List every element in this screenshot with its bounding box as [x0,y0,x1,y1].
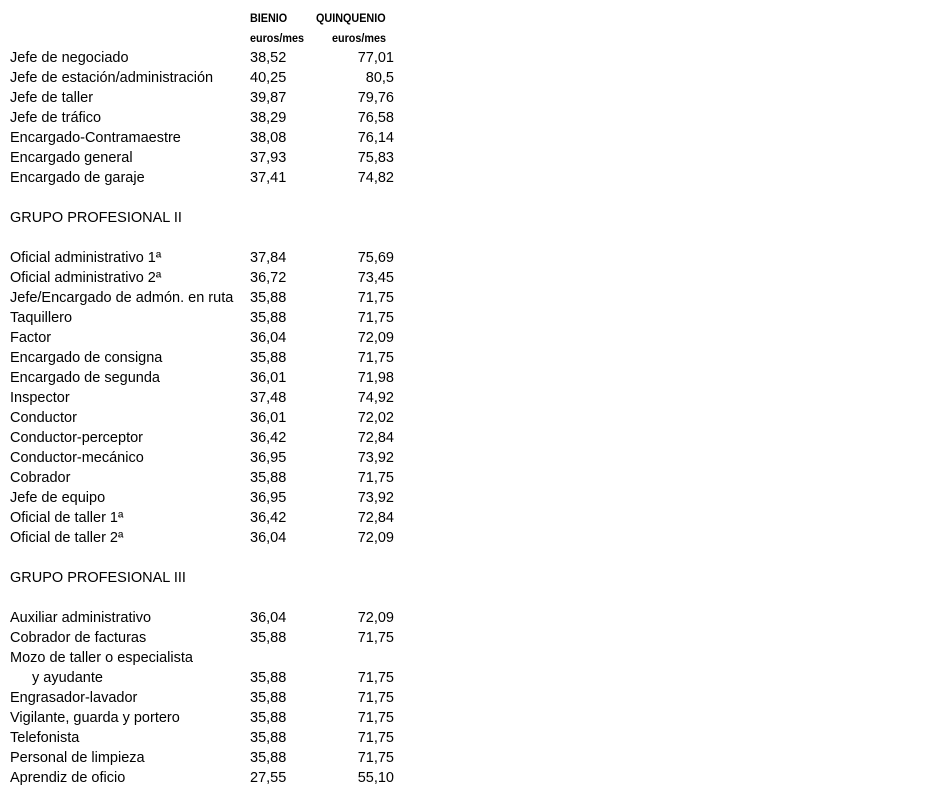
table-row [0,488,420,508]
row-label: Cobrador [10,470,71,486]
row-label: Conductor-mecánico [10,450,144,466]
quinquenio-value: 71,75 [357,690,394,706]
bienio-value: 37,84 [250,250,287,266]
table-row [0,148,420,168]
header-quinquenio: QUINQUENIO [316,11,386,25]
table-row [0,768,420,788]
row-label: Telefonista [10,730,80,746]
table-row [0,528,420,548]
bienio-value: 35,88 [250,630,287,646]
quinquenio-value: 71,75 [357,350,394,366]
row-label: Jefe/Encargado de admón. en ruta [10,290,234,306]
bienio-value: 36,95 [250,450,287,466]
bienio-value: 35,88 [250,350,287,366]
quinquenio-value: 72,09 [357,610,394,626]
row-label: Jefe de estación/administración [10,70,214,86]
quinquenio-value: 75,83 [357,150,394,166]
row-label: GRUPO PROFESIONAL III [10,570,186,586]
row-label: Taquillero [10,310,73,326]
table-row [0,708,420,728]
bienio-value: 36,01 [250,370,287,386]
row-label: Conductor [10,410,77,426]
bienio-value: 38,08 [250,130,287,146]
quinquenio-value: 71,98 [357,370,394,386]
bienio-value: 36,04 [250,530,287,546]
bienio-value: 27,55 [250,770,287,786]
header-quinquenio-unit: euros/mes [332,31,387,45]
table-row [0,408,420,428]
header-bienio-unit: euros/mes [250,31,305,45]
bienio-value: 35,88 [250,290,287,306]
row-label: Vigilante, guarda y portero [10,710,180,726]
row-label: Oficial administrativo 2ª [10,270,162,286]
quinquenio-value: 71,75 [357,290,394,306]
row-label: Jefe de negociado [10,50,129,66]
row-label: Oficial administrativo 1ª [10,250,162,266]
bienio-value: 36,95 [250,490,287,506]
row-label: Encargado de consigna [10,350,163,366]
table-row [0,428,420,448]
quinquenio-value: 72,02 [357,410,394,426]
quinquenio-value: 71,75 [357,630,394,646]
bienio-value: 35,88 [250,710,287,726]
table-row [0,288,420,308]
bienio-value: 35,88 [250,750,287,766]
table-row [0,648,420,668]
bienio-value: 40,25 [250,70,287,86]
table-row [0,608,420,628]
table-row [0,188,420,208]
row-label: Factor [10,330,52,346]
quinquenio-value: 71,75 [357,730,394,746]
bienio-value: 36,42 [250,510,287,526]
quinquenio-value: 72,09 [357,330,394,346]
quinquenio-value: 80,5 [365,70,394,86]
row-label: Encargado-Contramaestre [10,130,181,146]
bienio-value: 38,29 [250,110,287,126]
row-label: Mozo de taller o especialista [10,650,193,666]
quinquenio-value: 72,09 [357,530,394,546]
table-row [0,128,420,148]
bienio-value: 38,52 [250,50,287,66]
row-label: y ayudante [32,670,103,686]
table-row [0,108,420,128]
table-row [0,348,420,368]
row-label: Auxiliar administrativo [10,610,152,626]
bienio-value: 36,04 [250,610,287,626]
table-row [0,248,420,268]
header-bienio: BIENIO [250,11,288,25]
row-label: Cobrador de facturas [10,630,147,646]
bienio-value: 35,88 [250,470,287,486]
table-row [0,388,420,408]
quinquenio-value: 77,01 [357,50,394,66]
row-label: Jefe de tráfico [10,110,102,126]
quinquenio-value: 75,69 [357,250,394,266]
quinquenio-value: 76,14 [357,130,394,146]
quinquenio-value: 73,92 [357,450,394,466]
bienio-value: 35,88 [250,670,287,686]
quinquenio-value: 79,76 [357,90,394,106]
row-label: Aprendiz de oficio [10,770,126,786]
row-label: Conductor-perceptor [10,430,143,446]
table-row [0,48,420,68]
table-row [0,368,420,388]
bienio-value: 35,88 [250,730,287,746]
row-label: Encargado de garaje [10,170,145,186]
table-row [0,208,420,228]
bienio-value: 36,01 [250,410,287,426]
quinquenio-value: 71,75 [357,670,394,686]
table-row [0,728,420,748]
bienio-value: 37,41 [250,170,287,186]
table-row [0,508,420,528]
row-label: Engrasador-lavador [10,690,138,706]
bienio-value: 36,42 [250,430,287,446]
quinquenio-value: 71,75 [357,750,394,766]
bienio-value: 36,04 [250,330,287,346]
table-row [0,168,420,188]
table-row [0,468,420,488]
row-label: GRUPO PROFESIONAL II [10,210,182,226]
bienio-value: 35,88 [250,690,287,706]
quinquenio-value: 71,75 [357,310,394,326]
table-row [0,88,420,108]
table-row [0,308,420,328]
bienio-value: 37,48 [250,390,287,406]
quinquenio-value: 71,75 [357,710,394,726]
quinquenio-value: 73,92 [357,490,394,506]
table-row [0,68,420,88]
row-label: Oficial de taller 1ª [10,510,124,526]
quinquenio-value: 72,84 [357,430,394,446]
quinquenio-value: 74,92 [357,390,394,406]
row-label: Jefe de taller [10,90,94,106]
row-label: Oficial de taller 2ª [10,530,124,546]
row-label: Jefe de equipo [10,490,106,506]
quinquenio-value: 71,75 [357,470,394,486]
table-row [0,568,420,588]
table-row [0,688,420,708]
table-row [0,748,420,768]
quinquenio-value: 72,84 [357,510,394,526]
quinquenio-value: 76,58 [357,110,394,126]
table-row [0,228,420,248]
table-row [0,328,420,348]
row-label: Personal de limpieza [10,750,145,766]
bienio-value: 35,88 [250,310,287,326]
bienio-value: 37,93 [250,150,287,166]
quinquenio-value: 74,82 [357,170,394,186]
quinquenio-value: 73,45 [357,270,394,286]
quinquenio-value: 55,10 [357,770,394,786]
row-label: Inspector [10,390,70,406]
table-row [0,668,420,688]
table-row [0,548,420,568]
table-row [0,268,420,288]
row-label: Encargado general [10,150,133,166]
table-row [0,448,420,468]
bienio-value: 36,72 [250,270,287,286]
row-label: Encargado de segunda [10,370,160,386]
table-row [0,628,420,648]
bienio-value: 39,87 [250,90,287,106]
table-row [0,588,420,608]
